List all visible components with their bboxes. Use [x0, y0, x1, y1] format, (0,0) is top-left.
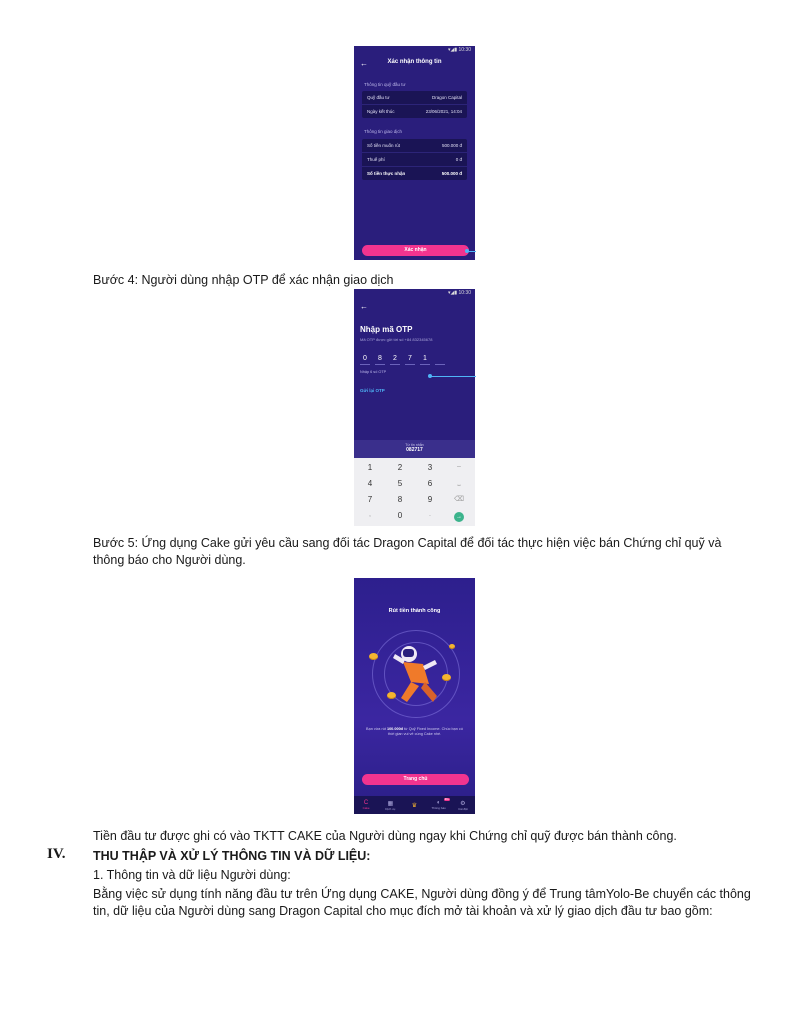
pointer-dot: [465, 249, 469, 253]
otp-digit: 0: [360, 355, 370, 365]
success-screen-image: [354, 578, 475, 814]
step-5-text: Bước 5: Ứng dụng Cake gửi yêu cầu sang đối tác Dragon Capital để đối tác thực hiện việc bán Chứng chỉ quỹ và thông báo cho Người dùng.: [93, 536, 722, 567]
otp-subtitle: Mã OTP được gửi tới số +84 832345678: [360, 337, 433, 342]
gear-icon: ⚙: [460, 800, 466, 807]
enter-arrow-icon[interactable]: →: [456, 514, 462, 520]
otp-digit: 1: [420, 355, 430, 365]
step-4-text: Bước 4: Người dùng nhập OTP để xác nhận giao dịch: [93, 273, 394, 287]
pointer-line: [431, 376, 476, 377]
bottom-tab-bar: [354, 796, 475, 814]
key-dot[interactable]: .: [429, 511, 431, 518]
suggestion-code: 082717: [406, 447, 423, 453]
bell-icon: ◐: [436, 800, 441, 806]
tab-settings[interactable]: ⚙ Cài đặt: [454, 800, 472, 811]
otp-hint: Nhập 6 số OTP: [360, 370, 387, 374]
coin-icon: [387, 692, 396, 699]
info-row: Quỹ đầu tư Dragon Capital: [362, 91, 467, 105]
key-space[interactable]: ⎵: [457, 479, 461, 486]
status-bar: ▾◢▮ 10:30: [447, 47, 471, 53]
info-row: Thuế phí 0 đ: [362, 153, 467, 167]
success-title: Rút tiền thành công: [388, 608, 441, 614]
coin-icon: [442, 674, 451, 681]
tx-info-card: [362, 139, 467, 180]
suggestion-label: Từ tin nhắn: [405, 443, 424, 447]
astronaut-illustration: [389, 640, 445, 710]
tab-notifications[interactable]: ◐ Thông báo: [431, 800, 446, 810]
key-4[interactable]: 4: [367, 479, 373, 488]
key-6[interactable]: 6: [427, 479, 433, 488]
grid-icon: ▦: [387, 800, 394, 807]
after-sale-text: Tiền đầu tư được ghi có vào TKTT CAKE của Người dùng ngay khi Chứng chỉ quỹ được bán thành công.: [93, 829, 677, 843]
key-3[interactable]: 3: [427, 463, 433, 472]
tab-rewards[interactable]: [405, 802, 423, 809]
tx-section-label: Thông tin giao dịch: [364, 129, 403, 134]
cake-logo-icon: C: [363, 800, 369, 806]
confirm-header: [354, 59, 475, 71]
key-2[interactable]: 2: [397, 463, 403, 472]
section-title: THU THẬP VÀ XỬ LÝ THÔNG TIN VÀ DỮ LIỆU:: [93, 849, 371, 863]
backspace-icon[interactable]: ⌫: [454, 496, 464, 503]
otp-title: Nhập mã OTP: [360, 325, 413, 334]
subsection-title: 1. Thông tin và dữ liệu Người dùng:: [93, 868, 291, 882]
home-button[interactable]: Trang chủ: [362, 774, 469, 785]
info-row-total: Số tiền thực nhận 500.000 đ: [367, 171, 462, 176]
confirm-title: Xác nhận thông tin: [387, 59, 442, 65]
key-5[interactable]: 5: [397, 479, 403, 488]
info-row: Ngày kết thúc 23/06/2021, 14:04: [367, 109, 462, 114]
fund-info-card: [362, 91, 467, 118]
back-arrow-icon[interactable]: ←: [360, 302, 368, 311]
key-comma[interactable]: ,: [369, 511, 371, 518]
key-0[interactable]: 0: [397, 511, 403, 520]
otp-screen-image: [354, 289, 475, 526]
confirm-screen-image: [354, 46, 475, 260]
otp-suggestion[interactable]: [354, 440, 475, 458]
coin-icon: [369, 653, 378, 660]
otp-digit: 7: [405, 355, 415, 365]
otp-digit: [435, 355, 445, 365]
key-8[interactable]: 8: [397, 495, 403, 504]
otp-digit: 2: [390, 355, 400, 365]
otp-input[interactable]: [360, 355, 445, 365]
coin-icon: [449, 644, 455, 649]
key-9[interactable]: 9: [427, 495, 433, 504]
notification-badge: 99+: [444, 798, 449, 801]
numeric-keypad: [354, 458, 475, 526]
back-arrow-icon[interactable]: ←: [360, 59, 368, 68]
key-dash[interactable]: –: [457, 463, 461, 470]
tab-cake[interactable]: C Cake: [357, 800, 375, 810]
info-row: Số tiền muốn rút 500.000 đ: [362, 139, 467, 153]
body-paragraph: Bằng việc sử dụng tính năng đầu tư trên Ứng dụng CAKE, Người dùng đồng ý để Trung tâmYolo-Be chuyển các thông tin, dữ liệu của Người dùng sang Dragon Capital cho mục đích mở tài khoản và xử lý giao dịch đầu tư bao gồm:: [93, 887, 751, 918]
fund-section-label: Thông tin quỹ đầu tư: [364, 82, 406, 87]
status-bar: ▾◢▮ 10:30: [447, 290, 471, 296]
tab-services[interactable]: ▦ Dịch vụ: [381, 800, 399, 811]
section-number: IV.: [47, 846, 66, 862]
otp-digit: 8: [375, 355, 385, 365]
trophy-icon: ♛: [411, 802, 418, 809]
pointer-line: [468, 251, 476, 252]
key-1[interactable]: 1: [367, 463, 373, 472]
key-7[interactable]: 7: [367, 495, 373, 504]
success-message: Bạn vừa rút 100.000đ từ Quỹ Fixed Income. Chúc bạn có thời gian vui vẻ cùng Cake nhé.: [366, 727, 463, 737]
pointer-dot: [428, 374, 432, 378]
confirm-button[interactable]: Xác nhận: [362, 245, 469, 256]
resend-otp-link[interactable]: Gửi lại OTP: [360, 388, 385, 393]
